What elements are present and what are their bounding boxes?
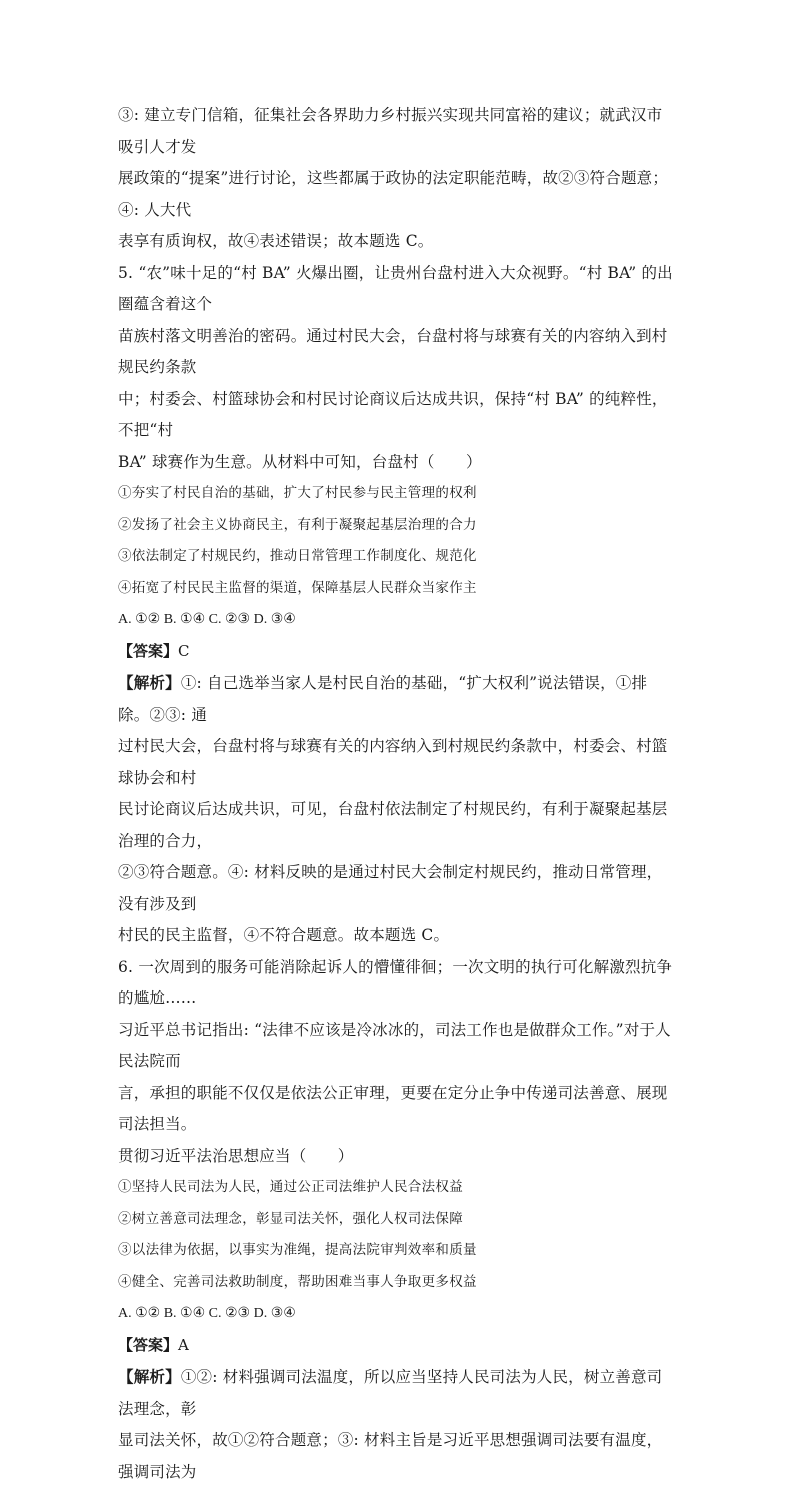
paragraph-text: 5. “农”味十足的“村 BA” 火爆出圈，让贵州台盘村进入大众视野。“村 BA” 的出圈蕴含着这个 bbox=[118, 263, 673, 313]
q5-option-3 bbox=[118, 541, 678, 573]
q5-choices bbox=[118, 604, 678, 636]
q6-analysis-line-2 bbox=[118, 1425, 678, 1488]
q5-option-4 bbox=[118, 573, 678, 605]
q6-stem-line-4 bbox=[118, 1141, 678, 1173]
q6-answer bbox=[118, 1330, 678, 1362]
paragraph-text: ④拓宽了村民民主监督的渠道，保障基层人民群众当家作主 bbox=[118, 579, 477, 596]
q5-analysis-line-5 bbox=[118, 920, 678, 952]
paragraph-text: ②发扬了社会主义协商民主，有利于凝聚起基层治理的合力 bbox=[118, 516, 477, 533]
paragraph-text: A. ①② B. ①④ C. ②③ D. ③④ bbox=[118, 1306, 296, 1321]
paragraph-text: ①②: 材料强调司法温度，所以应当坚持人民司法为人民，树立善意司法理念，彰 bbox=[118, 1368, 663, 1418]
paragraph-text: 言，承担的职能不仅仅是依法公正审理，更要在定分止争中传递司法善意、展现司法担当。 bbox=[118, 1083, 668, 1133]
paragraph-text: ④健全、完善司法救助制度，帮助困难当事人争取更多权益 bbox=[118, 1273, 477, 1290]
paragraph-text: ②树立善意司法理念，彰显司法关怀，强化人权司法保障 bbox=[118, 1210, 463, 1227]
q5-option-2 bbox=[118, 510, 678, 542]
paragraph-text: C bbox=[178, 641, 190, 660]
paragraph-text: 展政策的“提案”进行讨论，这些都属于政协的法定职能范畴，故②③符合题意；④: 人大代 bbox=[118, 169, 669, 219]
paragraph-text: ①: 自己选举当家人是村民自治的基础，“扩大权利”说法错误，①排除。②③: 通 bbox=[118, 674, 648, 724]
paragraph-text: ①夯实了村民自治的基础，扩大了村民参与民主管理的权利 bbox=[118, 485, 477, 501]
q4-explanation-line-3 bbox=[118, 226, 678, 258]
q5-stem-line-4 bbox=[118, 447, 678, 479]
q6-choices bbox=[118, 1298, 678, 1330]
q5-stem-line-3 bbox=[118, 384, 678, 447]
q4-explanation-line-1 bbox=[118, 100, 678, 163]
q5-stem-line-1 bbox=[118, 258, 678, 321]
section-label: 【解析】 bbox=[118, 1367, 181, 1386]
paragraph-text: 6. 一次周到的服务可能消除起诉人的懵懂徘徊；一次文明的执行可化解激烈抗争的尴尬…… bbox=[118, 957, 673, 1007]
paragraph-text: A bbox=[178, 1335, 189, 1354]
paragraph-text: 过村民大会，台盘村将与球赛有关的内容纳入到村规民约条款中，村委会、村篮球协会和村 bbox=[118, 737, 668, 787]
paragraph-text: 显司法关怀，故①②符合题意；③: 材料主旨是习近平思想强调司法要有温度，强调司法为 bbox=[118, 1431, 663, 1481]
paragraph-text: 中；村委会、村篮球协会和村民讨论商议后达成共识，保持“村 BA” 的纯粹性，不把“村 bbox=[118, 389, 668, 439]
paragraph-text: ③以法律为依据，以事实为准绳，提高法院审判效率和质量 bbox=[118, 1242, 477, 1258]
q5-analysis-line-2 bbox=[118, 731, 678, 794]
paragraph-text: ①坚持人民司法为人民，通过公正司法维护人民合法权益 bbox=[118, 1179, 463, 1195]
q6-option-2 bbox=[118, 1204, 678, 1236]
q5-analysis-line-4 bbox=[118, 857, 678, 920]
q5-analysis-line-3 bbox=[118, 794, 678, 857]
section-label: 【解析】 bbox=[118, 673, 181, 692]
q4-explanation-line-2 bbox=[118, 163, 678, 226]
q6-option-4 bbox=[118, 1267, 678, 1299]
q5-option-1 bbox=[118, 478, 678, 510]
paragraph-text: 贯彻习近平法治思想应当（ ） bbox=[118, 1146, 354, 1165]
paragraph-text: ③: 建立专门信箱，征集社会各界助力乡村振兴实现共同富裕的建议；就武汉市吸引人才发 bbox=[118, 106, 663, 156]
q6-option-1 bbox=[118, 1172, 678, 1204]
q6-stem-line-1 bbox=[118, 952, 678, 1015]
paragraph-text: 民讨论商议后达成共识，可见，台盘村依法制定了村规民约，有利于凝聚起基层治理的合力， bbox=[118, 800, 668, 850]
paragraph-text: 村民的民主监督，④不符合题意。故本题选 C。 bbox=[118, 926, 450, 944]
q5-analysis-line-1 bbox=[118, 667, 678, 731]
section-label: 【答案】 bbox=[118, 1335, 179, 1354]
paragraph-text: 苗族村落文明善治的密码。通过村民大会，台盘村将与球赛有关的内容纳入到村规民约条款 bbox=[118, 326, 668, 376]
paragraph-text: ②③符合题意。④: 材料反映的是通过村民大会制定村规民约，推动日常管理，没有涉及到 bbox=[118, 863, 663, 913]
section-label: 【答案】 bbox=[118, 641, 179, 660]
q6-stem-line-3 bbox=[118, 1078, 678, 1141]
q6-analysis-line-1 bbox=[118, 1361, 678, 1425]
q5-answer bbox=[118, 636, 678, 668]
paragraph-text: BA” 球赛作为生意。从材料中可知，台盘村（ ） bbox=[118, 452, 482, 471]
document-body bbox=[118, 100, 678, 1488]
paragraph-text: A. ①② B. ①④ C. ②③ D. ③④ bbox=[118, 612, 296, 627]
paragraph-text: ③依法制定了村规民约，推动日常管理工作制度化、规范化 bbox=[118, 548, 477, 564]
q6-option-3 bbox=[118, 1235, 678, 1267]
q6-stem-line-2 bbox=[118, 1015, 678, 1078]
q5-stem-line-2 bbox=[118, 321, 678, 384]
paragraph-text: 表享有质询权，故④表述错误；故本题选 C。 bbox=[118, 232, 434, 250]
paragraph-text: 习近平总书记指出: “法律不应该是冷冰冰的，司法工作也是做群众工作。”对于人民法院而 bbox=[118, 1020, 671, 1070]
